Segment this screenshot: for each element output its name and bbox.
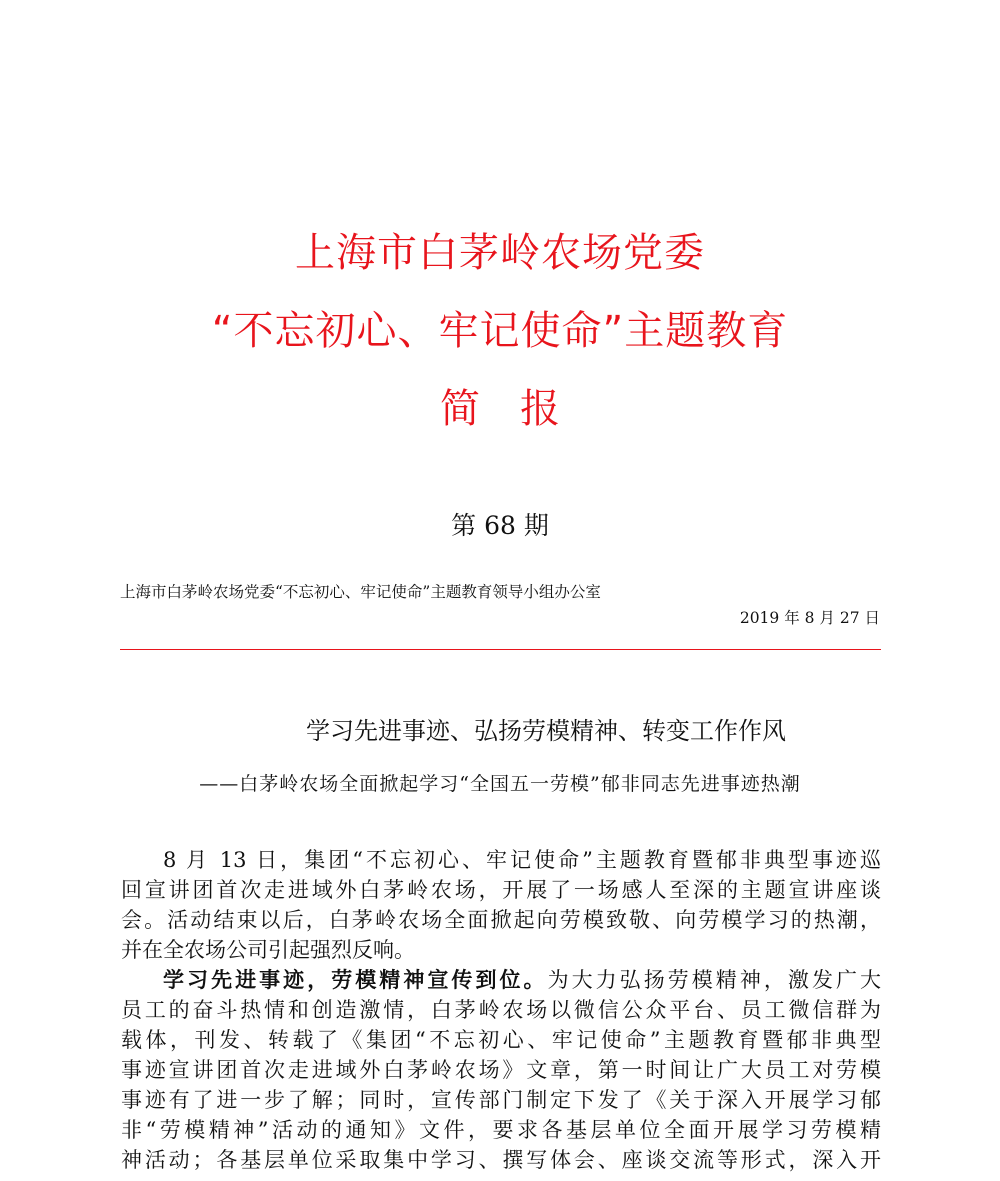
masthead-title-line-1: 上海市白茅岭农场党委 <box>295 230 705 276</box>
paragraph-2-line: 员工的奋斗热情和创造激情，白茅岭农场以微信公众平台、员工微信群为 <box>121 998 881 1022</box>
masthead-title-line-3: 简 报 <box>440 386 560 432</box>
paragraph-2-line: 载体，刊发、转载了《集团“不忘初心、牢记使命”主题教育暨郁非典型 <box>121 1028 881 1052</box>
paragraph-2-line: 事迹宣讲团首次走进域外白茅岭农场》文章，第一时间让广大员工对劳模 <box>121 1058 881 1082</box>
red-divider-line <box>120 649 881 650</box>
masthead-title-line-2: “不忘初心、牢记使命”主题教育 <box>211 308 789 354</box>
issue-date: 2019 年 8 月 27 日 <box>739 609 880 627</box>
paragraph-2-first-line-rest: 为大力弘扬劳模精神，激发广大 <box>547 968 881 992</box>
article-subtitle: ——白茅岭农场全面掀起学习“全国五一劳模”郁非同志先进事迹热潮 <box>199 773 801 795</box>
issue-number: 第 68 期 <box>451 511 549 540</box>
paragraph-2-lead-heading: 学习先进事迹，劳模精神宣传到位。 <box>163 968 548 992</box>
paragraph-2-line: 事迹有了进一步了解；同时，宣传部门制定下发了《关于深入开展学习郁 <box>121 1088 881 1112</box>
article-title: 学习先进事迹、弘扬劳模精神、转变工作作风 <box>306 717 786 745</box>
paragraph-1-line: 8 月 13 日，集团“不忘初心、牢记使命”主题教育暨郁非典型事迹巡 <box>163 848 881 872</box>
paragraph-1-line: 并在全农场公司引起强烈反响。 <box>121 938 415 962</box>
paragraph-2-line: 神活动；各基层单位采取集中学习、撰写体会、座谈交流等形式，深入开 <box>121 1148 881 1172</box>
issuing-office: 上海市白茅岭农场党委“不忘初心、牢记使命”主题教育领导小组办公室 <box>120 583 601 601</box>
paragraph-1-line: 回宣讲团首次走进域外白茅岭农场，开展了一场感人至深的主题宣讲座谈 <box>121 878 881 902</box>
paragraph-2-first-line <box>121 965 881 995</box>
paragraph-2-line: 非“劳模精神”活动的通知》文件，要求各基层单位全面开展学习劳模精 <box>121 1118 881 1142</box>
paragraph-1-line: 会。活动结束以后，白茅岭农场全面掀起向劳模致敬、向劳模学习的热潮， <box>121 908 881 932</box>
article-body <box>121 845 881 1175</box>
